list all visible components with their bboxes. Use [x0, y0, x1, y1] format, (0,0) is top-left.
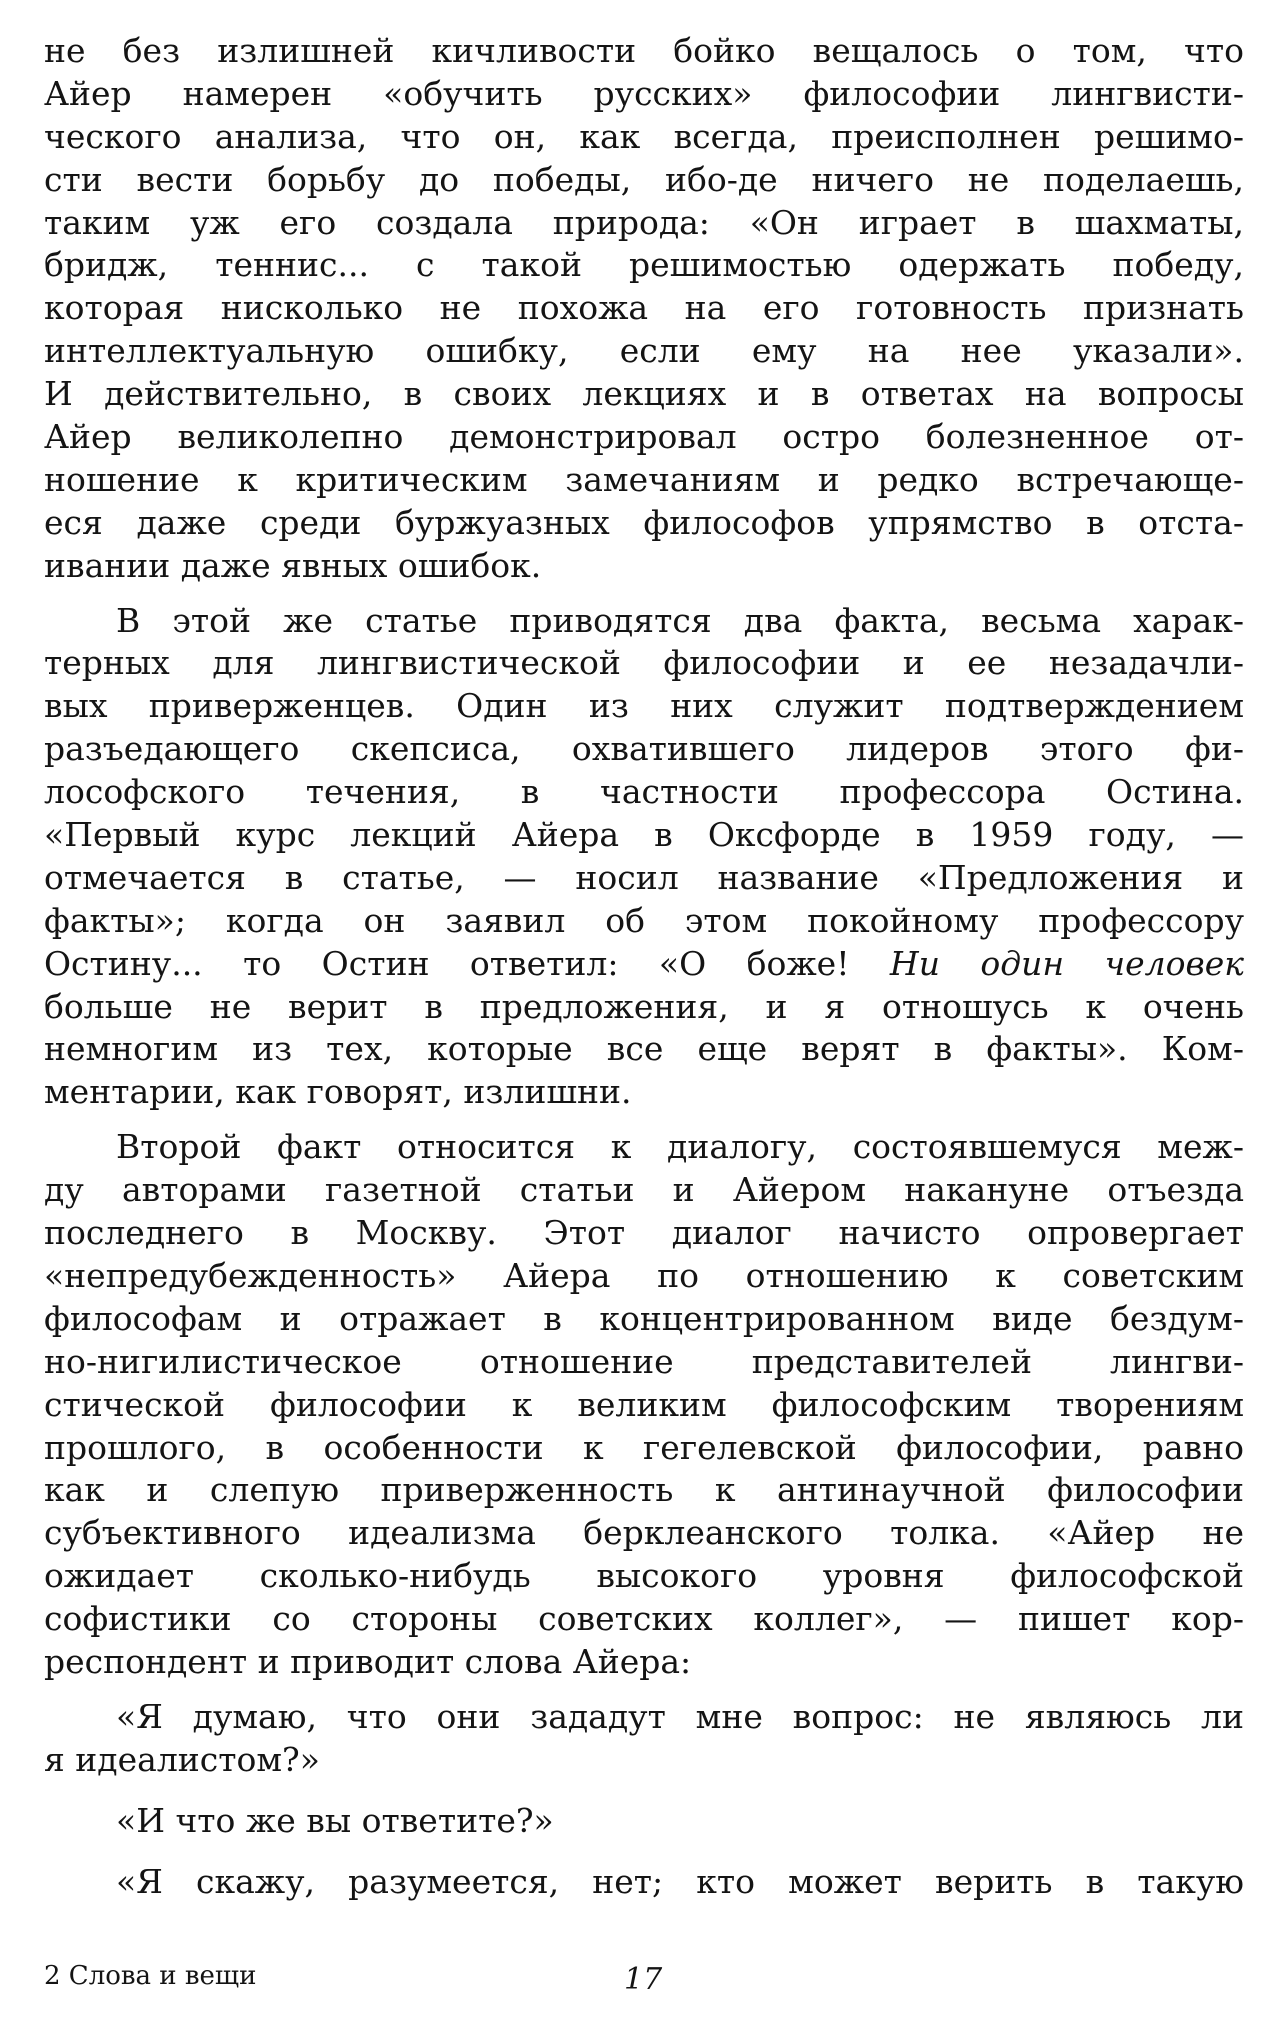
text-line: Айер намерен «обучить русских» философии лингвисти-	[44, 73, 1244, 113]
paragraph	[44, 600, 1244, 1115]
paragraph	[44, 1126, 1244, 1684]
text-line: В этой же статье приводятся два факта, весьма харак-	[116, 600, 1244, 640]
text-line: но-нигилистическое отношение представителей лингви-	[44, 1341, 1244, 1381]
text-line: лософского течения, в частности профессора Остина.	[44, 772, 1244, 812]
text-line: терных для лингвистической философии и ее незадачли-	[44, 643, 1244, 683]
page-text	[44, 30, 1244, 2020]
text-line: субъективного идеализма берклеанского толка. «Айер не	[44, 1513, 1244, 1553]
text-line: ношение к критическим замечаниям и редко встречающе-	[44, 459, 1244, 499]
text-line: немногим из тех, которые все еще верят в факты». Ком-	[44, 1029, 1244, 1069]
paragraph	[44, 1861, 1244, 1904]
text-line: таким уж его создала природа: «Он играет в шахматы,	[44, 202, 1244, 242]
text-line: И действительно, в своих лекциях и в ответах на вопросы	[44, 374, 1244, 414]
paragraph	[44, 30, 1244, 588]
text-line: отмечается в статье, — носил название «Предложения и	[44, 857, 1244, 897]
text-line: разъедающего скепсиса, охватившего лидеров этого фи-	[44, 729, 1244, 769]
text-line: вых приверженцев. Один из них служит подтверждением	[44, 686, 1244, 726]
text-line: я идеалистом?»	[44, 1739, 320, 1779]
printer-signature: 2 Слова и вещи	[44, 1961, 257, 1991]
text-line: ожидает сколько-нибудь высокого уровня философской	[44, 1556, 1244, 1596]
page-number: 17	[624, 1962, 663, 1997]
italic-phrase: Ни один человек	[889, 943, 1244, 983]
text-line: «непредубежденность» Айера по отношению к советским	[44, 1255, 1244, 1295]
text-line: последнего в Москву. Этот диалог начисто опровергает	[44, 1213, 1244, 1253]
paragraph	[44, 1696, 1244, 1782]
text-line: факты»; когда он заявил об этом покойному профессору	[44, 900, 1244, 940]
text-line: Второй факт относится к диалогу, состоявшемуся меж-	[116, 1127, 1244, 1167]
text-line: сти вести борьбу до победы, ибо-де ничего не поделаешь,	[44, 159, 1244, 199]
text-line: ческого анализа, что он, как всегда, преисполнен решимо-	[44, 116, 1244, 156]
text-line: «Я думаю, что они зададут мне вопрос: не являюсь ли	[116, 1696, 1244, 1736]
paragraph	[44, 1800, 1244, 1843]
text-line: софистики со стороны советских коллег», — пишет кор-	[44, 1599, 1244, 1639]
body-text	[44, 30, 1244, 1903]
text-line: ду авторами газетной статьи и Айером накануне отъезда	[44, 1170, 1244, 1210]
text-line: ивании даже явных ошибок.	[44, 545, 542, 585]
text-line: респондент и приводит слова Айера:	[44, 1641, 692, 1681]
text-line: интеллектуальную ошибку, если ему на нее указали».	[44, 331, 1244, 371]
text-line: философам и отражает в концентрированном виде бездум-	[44, 1298, 1244, 1338]
text-line: еся даже среди буржуазных философов упрямство в отста-	[44, 502, 1244, 542]
text-line: больше не верит в предложения, и я отношусь к очень	[44, 986, 1244, 1026]
text-line: ментарии, как говорят, излишни.	[44, 1072, 632, 1112]
text-line: Остину... то Остин ответил: «О боже! Ни один человек	[44, 943, 1244, 983]
text-line: которая нисколько не похожа на его готовность признать	[44, 288, 1244, 328]
text-line: бридж, теннис... с такой решимостью одержать победу,	[44, 245, 1244, 285]
text-line: не без излишней кичливости бойко вещалось о том, что	[44, 31, 1244, 70]
text-line: прошлого, в особенности к гегелевской философии, равно	[44, 1427, 1244, 1467]
text-line: Айер великолепно демонстрировал остро болезненное от-	[44, 417, 1244, 457]
text-line: стической философии к великим философским творениям	[44, 1384, 1244, 1424]
text-line: «Первый курс лекций Айера в Оксфорде в 1959 году, —	[44, 815, 1244, 855]
text-line: как и слепую приверженность к антинаучной философии	[44, 1470, 1244, 1510]
text-line: «Я скажу, разумеется, нет; кто может верить в такую	[116, 1861, 1244, 1901]
page-footer	[44, 1960, 1244, 2000]
text-line: «И что же вы ответите?»	[116, 1800, 554, 1840]
